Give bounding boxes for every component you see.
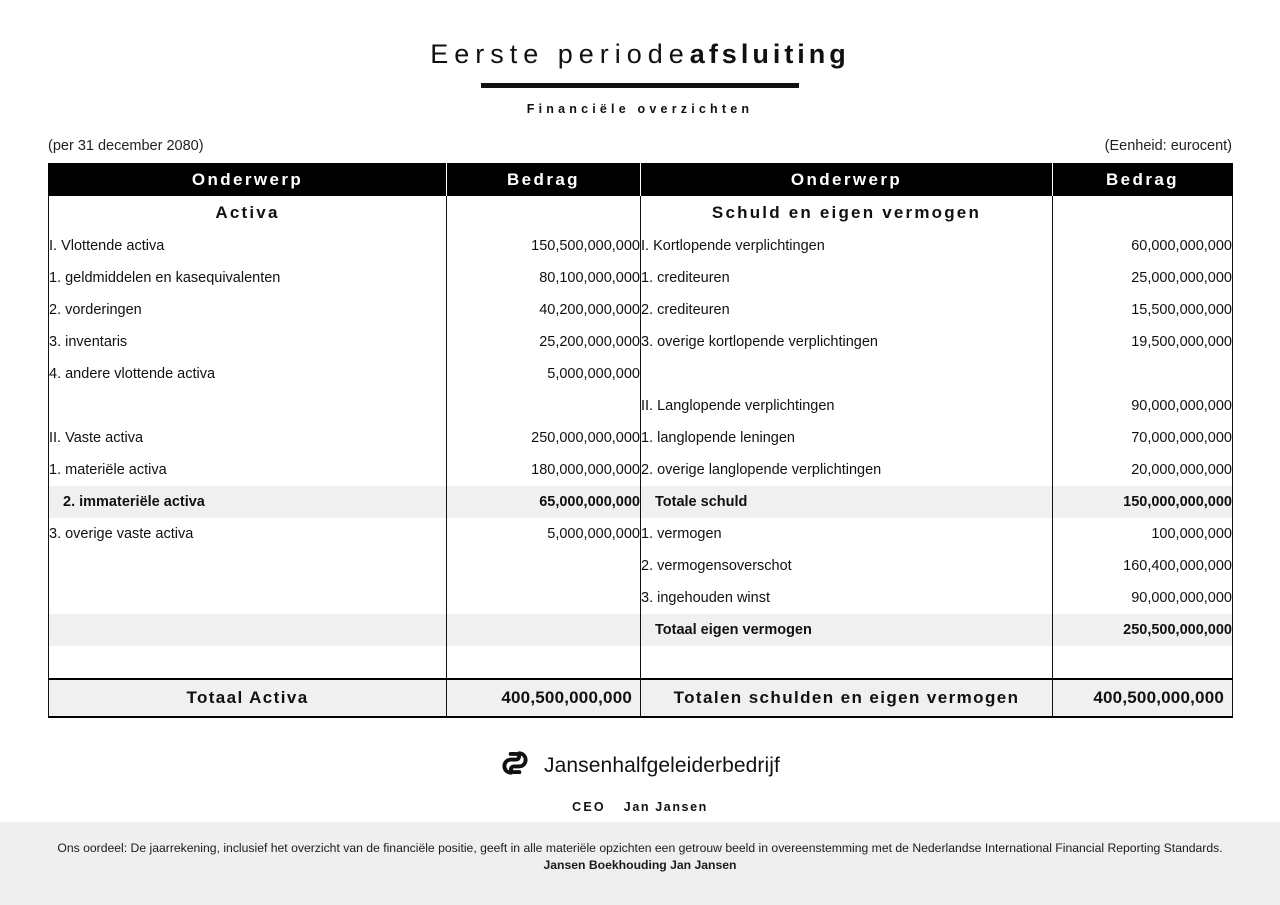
table-row — [49, 230, 1233, 262]
table-row — [49, 646, 1233, 679]
table-row — [49, 550, 1233, 582]
grand-total-row — [49, 679, 1233, 717]
row-label-liabilities — [641, 358, 1053, 390]
table-row — [49, 326, 1233, 358]
row-label-liabilities: 3. overige kortlopende verplichtingen — [641, 326, 1053, 358]
row-label-assets: 4. andere vlottende activa — [49, 358, 447, 390]
row-amount-liabilities — [1053, 646, 1233, 679]
row-amount-assets — [447, 390, 641, 422]
meta-row — [48, 138, 1232, 154]
table-row — [49, 422, 1233, 454]
row-amount-assets: 80,100,000,000 — [447, 262, 641, 294]
row-label-assets — [49, 550, 447, 582]
row-label-assets: 3. overige vaste activa — [49, 518, 447, 550]
row-label-liabilities: Totaal eigen vermogen — [641, 614, 1053, 646]
grand-total-liabilities-label: Totalen schulden en eigen vermogen — [641, 679, 1053, 717]
row-label-liabilities: 1. vermogen — [641, 518, 1053, 550]
column-header-amount-left: Bedrag — [447, 163, 641, 196]
row-amount-liabilities: 160,400,000,000 — [1053, 550, 1233, 582]
report-date-note: (per 31 december 2080) — [48, 138, 204, 154]
table-row — [49, 454, 1233, 486]
page-title-light: Eerste periode — [430, 39, 690, 69]
row-amount-liabilities: 60,000,000,000 — [1053, 230, 1233, 262]
grand-total-assets-amount: 400,500,000,000 — [447, 679, 641, 717]
row-amount-liabilities: 250,500,000,000 — [1053, 614, 1233, 646]
title-block — [0, 0, 1280, 116]
row-label-assets — [49, 582, 447, 614]
row-label-liabilities: 2. crediteuren — [641, 294, 1053, 326]
row-amount-assets: 5,000,000,000 — [447, 518, 641, 550]
audit-firm-name: Jansen Boekhouding Jan Jansen — [543, 858, 737, 872]
row-amount-liabilities: 150,000,000,000 — [1053, 486, 1233, 518]
balance-sheet-table — [48, 163, 1233, 718]
table-header-row — [49, 163, 1233, 196]
row-amount-assets — [447, 646, 641, 679]
row-label-assets: 2. immateriële activa — [49, 486, 447, 518]
row-label-assets: I. Vlottende activa — [49, 230, 447, 262]
row-label-assets: 3. inventaris — [49, 326, 447, 358]
row-amount-assets: 5,000,000,000 — [447, 358, 641, 390]
row-label-assets — [49, 390, 447, 422]
grand-total-assets-label: Totaal Activa — [49, 679, 447, 717]
section-title-assets-amount-spacer — [447, 196, 641, 230]
row-amount-liabilities: 20,000,000,000 — [1053, 454, 1233, 486]
table-body — [49, 196, 1233, 679]
signature-block — [0, 748, 1280, 814]
row-label-assets: II. Vaste activa — [49, 422, 447, 454]
row-label-liabilities: II. Langlopende verplichtingen — [641, 390, 1053, 422]
row-label-liabilities: 3. ingehouden winst — [641, 582, 1053, 614]
section-title-liabilities: Schuld en eigen vermogen — [641, 196, 1053, 230]
table-row — [49, 390, 1233, 422]
row-label-assets: 1. materiële activa — [49, 454, 447, 486]
row-label-liabilities: 1. langlopende leningen — [641, 422, 1053, 454]
table-row — [49, 518, 1233, 550]
row-label-assets: 1. geldmiddelen en kasequivalenten — [49, 262, 447, 294]
table-row — [49, 294, 1233, 326]
page-title-bold: afsluiting — [689, 39, 850, 69]
row-amount-assets: 250,000,000,000 — [447, 422, 641, 454]
row-amount-assets: 65,000,000,000 — [447, 486, 641, 518]
balance-sheet-table-wrap — [48, 163, 1232, 718]
row-label-assets — [49, 614, 447, 646]
footer-band — [0, 822, 1280, 905]
row-amount-liabilities: 90,000,000,000 — [1053, 390, 1233, 422]
page-title — [0, 38, 1280, 70]
table-footer — [49, 679, 1233, 717]
signatory-role: CEO — [572, 800, 606, 814]
signatory-name: Jan Jansen — [623, 800, 708, 814]
row-amount-assets — [447, 550, 641, 582]
row-amount-liabilities: 25,000,000,000 — [1053, 262, 1233, 294]
table-row-subtotal — [49, 486, 1233, 518]
row-amount-liabilities: 15,500,000,000 — [1053, 294, 1233, 326]
row-label-liabilities — [641, 646, 1053, 679]
currency-unit-note: (Eenheid: eurocent) — [1104, 138, 1232, 154]
row-amount-assets — [447, 582, 641, 614]
audit-opinion-text: Ons oordeel: De jaarrekening, inclusief het overzicht van de financiële positie, geeft in alle materiële opzichten een getrouw beeld in overeenstemming met de Nederlandse International Financial Reporting Standards. — [57, 841, 1223, 855]
row-amount-assets: 150,500,000,000 — [447, 230, 641, 262]
table-row — [49, 582, 1233, 614]
row-label-liabilities: 1. crediteuren — [641, 262, 1053, 294]
row-amount-liabilities: 19,500,000,000 — [1053, 326, 1233, 358]
column-header-subject-right: Onderwerp — [641, 163, 1053, 196]
section-title-row — [49, 196, 1233, 230]
company-swirl-logo-icon — [500, 748, 530, 783]
row-label-liabilities: Totale schuld — [641, 486, 1053, 518]
row-amount-liabilities: 70,000,000,000 — [1053, 422, 1233, 454]
row-label-liabilities: 2. vermogensoverschot — [641, 550, 1053, 582]
company-name: Jansenhalfgeleiderbedrijf — [544, 753, 780, 777]
table-row-subtotal — [49, 614, 1233, 646]
title-divider — [481, 83, 799, 88]
row-amount-liabilities — [1053, 358, 1233, 390]
column-header-subject-left: Onderwerp — [49, 163, 447, 196]
grand-total-liabilities-amount: 400,500,000,000 — [1053, 679, 1233, 717]
table-row — [49, 358, 1233, 390]
row-amount-assets: 180,000,000,000 — [447, 454, 641, 486]
page-subtitle: Financiële overzichten — [526, 102, 754, 116]
row-label-liabilities: 2. overige langlopende verplichtingen — [641, 454, 1053, 486]
company-logo-row — [500, 748, 780, 783]
section-title-liabilities-amount-spacer — [1053, 196, 1233, 230]
signatory-row — [0, 800, 1280, 814]
row-amount-assets — [447, 614, 641, 646]
row-amount-liabilities: 100,000,000 — [1053, 518, 1233, 550]
row-label-liabilities: I. Kortlopende verplichtingen — [641, 230, 1053, 262]
row-amount-liabilities: 90,000,000,000 — [1053, 582, 1233, 614]
table-row — [49, 262, 1233, 294]
row-label-assets — [49, 646, 447, 679]
section-title-assets: Activa — [49, 196, 447, 230]
row-amount-assets: 25,200,000,000 — [447, 326, 641, 358]
column-header-amount-right: Bedrag — [1053, 163, 1233, 196]
row-label-assets: 2. vorderingen — [49, 294, 447, 326]
row-amount-assets: 40,200,000,000 — [447, 294, 641, 326]
